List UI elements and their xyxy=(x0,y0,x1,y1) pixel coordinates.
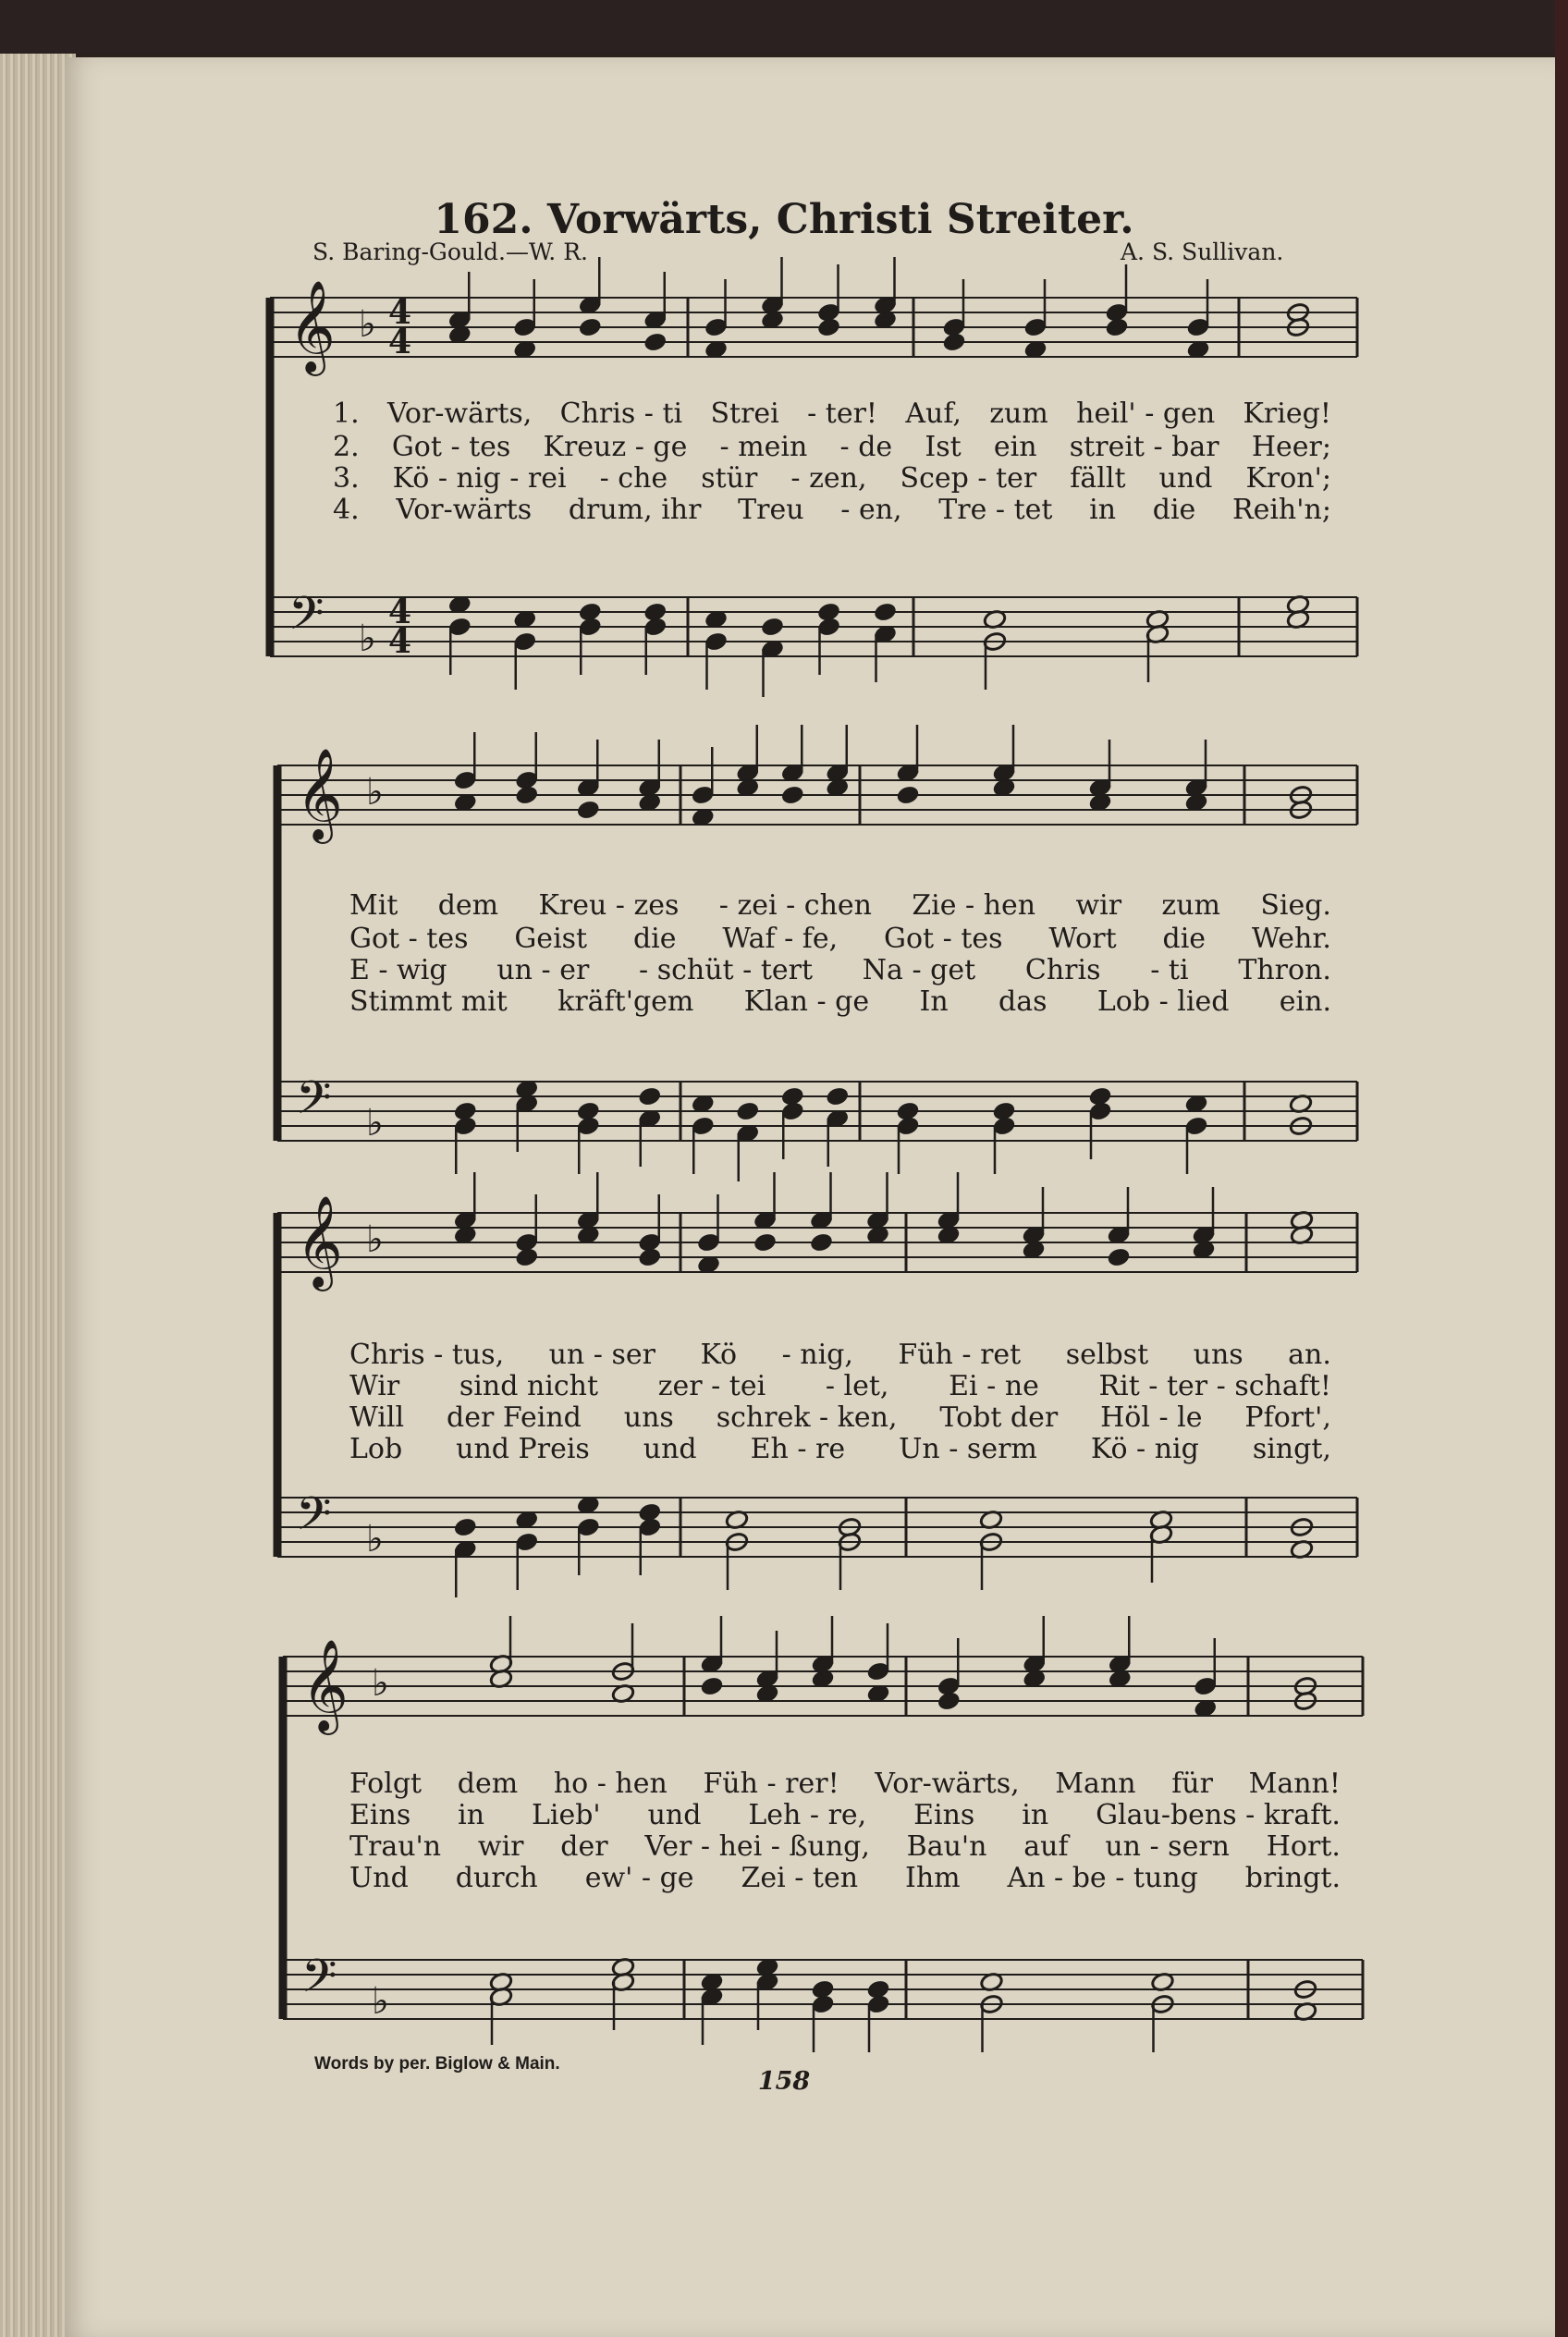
treble-clef: 𝄞 xyxy=(296,1195,343,1288)
lyric-syllable: - en, xyxy=(840,494,902,526)
lyric-syllable: die xyxy=(1152,494,1196,526)
lyric-syllable: - mein xyxy=(719,431,808,463)
lyric-syllable: und Preis xyxy=(456,1433,590,1465)
flat-sign: ♭ xyxy=(359,303,376,346)
treble-clef: 𝄞 xyxy=(296,748,343,840)
lyric-syllable: die xyxy=(632,923,677,955)
lyric-line xyxy=(333,398,1331,430)
lyric-syllable: Eh - re xyxy=(750,1433,846,1465)
lyric-syllable: Vor-wärts xyxy=(396,494,533,526)
lyric-syllable: Ihm xyxy=(904,1862,961,1894)
lyric-syllable: Eins xyxy=(349,1799,411,1831)
lyric-syllable: ew' - ge xyxy=(584,1862,694,1894)
flat-sign: ♭ xyxy=(366,1102,384,1144)
lyric-syllable: - zei - chen xyxy=(718,889,872,922)
lyricist-credit: S. Baring-Gould.—W. R. xyxy=(312,239,588,265)
note-head xyxy=(515,785,539,806)
time-signature: 4 xyxy=(388,323,412,361)
treble-clef: 𝄞 xyxy=(288,280,336,373)
flat-sign: ♭ xyxy=(366,1218,384,1261)
lyric-syllable: Scep - ter xyxy=(900,462,1037,495)
lyric-syllable: Got - tes xyxy=(884,923,1003,955)
lyric-syllable: der xyxy=(560,1830,608,1863)
note-head xyxy=(515,1247,539,1268)
lyric-syllable: Stimmt mit xyxy=(349,985,508,1018)
lyric-syllable: un - ser xyxy=(548,1339,655,1371)
lyric-syllable: Got - tes xyxy=(391,431,511,463)
flat-sign: ♭ xyxy=(366,1518,384,1560)
lyric-syllable: Höl - le xyxy=(1100,1401,1203,1434)
note-head xyxy=(896,785,920,806)
note-head xyxy=(643,332,668,353)
flat-sign: ♭ xyxy=(372,1980,389,2023)
lyric-syllable: An - be - tung xyxy=(1007,1862,1198,1894)
lyric-syllable: Zie - hen xyxy=(912,889,1036,922)
lyric-syllable: selbst xyxy=(1065,1339,1149,1371)
lyric-syllable: Lob xyxy=(349,1433,403,1465)
copyright-credit: Words by per. Biglow & Main. xyxy=(314,2054,560,2074)
note-head xyxy=(809,1232,833,1254)
lyric-syllable: - de xyxy=(839,431,893,463)
lyric-syllable: Waf - fe, xyxy=(722,923,839,955)
lyric-syllable: wir xyxy=(1075,889,1122,922)
note-head xyxy=(576,800,600,821)
lyric-syllable: Füh - ret xyxy=(898,1339,1022,1371)
lyric-syllable: Chris xyxy=(1024,954,1101,986)
note-head xyxy=(780,785,804,806)
lyric-syllable: Kö xyxy=(700,1339,738,1371)
lyric-syllable: bringt. xyxy=(1244,1862,1341,1894)
lyric-syllable: dem xyxy=(457,1768,519,1800)
lyric-syllable: Hort. xyxy=(1266,1830,1341,1863)
lyric-syllable: Heer; xyxy=(1251,431,1331,463)
lyric-line xyxy=(349,923,1331,955)
lyric-syllable: Eins xyxy=(913,1799,975,1831)
lyric-line xyxy=(349,1799,1341,1831)
note-head xyxy=(1105,317,1129,338)
lyric-syllable: Füh - rer! xyxy=(703,1768,839,1800)
lyric-syllable: Wir xyxy=(349,1370,400,1402)
lyric-syllable: Mann xyxy=(1055,1768,1136,1800)
lyric-syllable: Mit xyxy=(349,889,398,922)
lyric-syllable: Ei - ne xyxy=(949,1370,1039,1402)
lyric-syllable: - nig, xyxy=(781,1339,853,1371)
flat-sign: ♭ xyxy=(372,1662,389,1705)
flat-sign: ♭ xyxy=(359,618,376,660)
lyric-syllable: 1. xyxy=(333,398,360,430)
lyric-syllable: Mann! xyxy=(1248,1768,1341,1800)
lyric-line xyxy=(349,1370,1331,1402)
lyric-line xyxy=(349,1862,1341,1894)
lyric-syllable: streit - bar xyxy=(1069,431,1219,463)
hymn-title: 162. Vorwärts, Christi Streiter. xyxy=(434,196,1134,243)
lyric-syllable: und xyxy=(643,1433,697,1465)
bass-clef: 𝄢 xyxy=(301,1950,337,2014)
bass-clef: 𝄢 xyxy=(288,587,325,652)
note-head xyxy=(937,1691,961,1712)
lyric-syllable: singt, xyxy=(1252,1433,1331,1465)
time-signature: 4 xyxy=(388,593,412,631)
note-head xyxy=(736,1101,760,1122)
lyric-syllable: - ti xyxy=(1150,954,1189,986)
lyric-syllable: Zei - ten xyxy=(741,1862,859,1894)
lyric-syllable: Kreu - zes xyxy=(538,889,680,922)
lyric-syllable: zum xyxy=(1161,889,1220,922)
lyric-line xyxy=(349,1401,1331,1434)
flat-sign: ♭ xyxy=(366,771,384,814)
lyric-syllable: un - sern xyxy=(1105,1830,1230,1863)
lyric-syllable: Un - serm xyxy=(899,1433,1037,1465)
lyric-syllable: E - wig xyxy=(349,954,447,986)
lyric-syllable: Kö - nig - rei xyxy=(392,462,567,495)
lyric-syllable: Bau'n xyxy=(906,1830,987,1863)
lyric-syllable: an. xyxy=(1288,1339,1331,1371)
note-head xyxy=(942,332,966,353)
note-head xyxy=(1107,1247,1131,1268)
lyric-syllable: Krieg! xyxy=(1243,398,1331,430)
lyric-syllable: Chris - tus, xyxy=(349,1339,505,1371)
lyric-syllable: - ter! xyxy=(807,398,877,430)
lyric-syllable: Ist xyxy=(925,431,962,463)
lyric-syllable: Kö - nig xyxy=(1090,1433,1199,1465)
lyric-syllable: - che xyxy=(599,462,668,495)
lyric-syllable: ein xyxy=(993,431,1037,463)
lyric-syllable: Wehr. xyxy=(1251,923,1331,955)
lyric-syllable: 2. xyxy=(333,431,360,463)
lyric-syllable: ho - hen xyxy=(553,1768,668,1800)
lyric-syllable: Strei xyxy=(710,398,779,430)
lyric-syllable: Tre - tet xyxy=(938,494,1053,526)
lyric-syllable: Ver - hei - ßung, xyxy=(644,1830,870,1863)
lyric-syllable: Glau-bens - kraft. xyxy=(1096,1799,1341,1831)
lyric-syllable: Rit - ter - schaft! xyxy=(1098,1370,1331,1402)
lyric-syllable: Will xyxy=(349,1401,405,1434)
lyric-line xyxy=(333,431,1331,463)
lyric-syllable: das xyxy=(998,985,1047,1018)
lyric-line xyxy=(349,1339,1331,1371)
lyric-line xyxy=(349,1433,1331,1465)
lyric-syllable: auf xyxy=(1023,1830,1069,1863)
lyric-syllable: in xyxy=(1022,1799,1049,1831)
lyric-syllable: wir xyxy=(477,1830,524,1863)
lyric-syllable: Vor-wärts, xyxy=(875,1768,1020,1800)
lyric-syllable: in xyxy=(1089,494,1117,526)
treble-clef: 𝄞 xyxy=(301,1639,349,1731)
lyric-syllable: Trau'n xyxy=(349,1830,442,1863)
lyric-syllable: Tobt der xyxy=(939,1401,1059,1434)
lyric-syllable: dem xyxy=(437,889,499,922)
lyric-line xyxy=(349,889,1331,922)
lyric-line xyxy=(349,1830,1341,1863)
note-head xyxy=(638,1086,662,1107)
lyric-syllable: Chris - ti xyxy=(559,398,683,430)
lyric-syllable: der Feind xyxy=(446,1401,582,1434)
lyric-syllable: Got - tes xyxy=(349,923,469,955)
lyric-syllable: Thron. xyxy=(1238,954,1331,986)
lyric-syllable: zum xyxy=(989,398,1048,430)
lyric-syllable: in xyxy=(458,1799,485,1831)
lyric-syllable: 4. xyxy=(333,494,360,526)
note-head xyxy=(638,1247,662,1268)
page-number: 158 xyxy=(757,2067,811,2096)
note-head xyxy=(700,1676,724,1697)
bass-clef: 𝄢 xyxy=(296,1071,332,1136)
lyric-syllable: fällt xyxy=(1070,462,1126,495)
lyric-syllable: Kreuz - ge xyxy=(543,431,688,463)
lyric-syllable: - let, xyxy=(825,1370,889,1402)
lyric-line xyxy=(349,954,1331,986)
lyric-line xyxy=(349,1768,1341,1800)
lyric-syllable: Auf, xyxy=(905,398,962,430)
lyric-syllable: uns xyxy=(1193,1339,1243,1371)
lyric-syllable: 3. xyxy=(333,462,360,495)
note-head xyxy=(760,617,784,638)
lyric-syllable: durch xyxy=(455,1862,538,1894)
lyric-syllable: In xyxy=(919,985,949,1018)
note-head xyxy=(578,317,602,338)
time-signature: 4 xyxy=(388,622,412,661)
lyric-syllable: Geist xyxy=(514,923,588,955)
lyric-syllable: sind nicht xyxy=(459,1370,599,1402)
lyric-syllable: un - er xyxy=(496,954,590,986)
lyric-line xyxy=(333,494,1331,526)
lyric-syllable: Klan - ge xyxy=(743,985,870,1018)
note-head xyxy=(453,1517,477,1538)
lyric-line xyxy=(333,462,1331,495)
lyric-syllable: stür xyxy=(701,462,758,495)
lyric-syllable: Na - get xyxy=(862,954,976,986)
lyric-syllable: uns xyxy=(623,1401,674,1434)
lyric-syllable: ein. xyxy=(1279,985,1331,1018)
note-head xyxy=(753,1232,777,1254)
lyric-syllable: Folgt xyxy=(349,1768,423,1800)
lyric-syllable: Und xyxy=(349,1862,409,1894)
lyric-syllable: schrek - ken, xyxy=(716,1401,898,1434)
lyric-syllable: - schüt - tert xyxy=(639,954,814,986)
lyric-syllable: Vor-wärts, xyxy=(386,398,533,430)
lyric-syllable: Treu xyxy=(738,494,804,526)
lyric-syllable: Sieg. xyxy=(1260,889,1331,922)
lyric-syllable: Kron'; xyxy=(1245,462,1331,495)
lyric-syllable: heil' - gen xyxy=(1076,398,1216,430)
note-head xyxy=(873,602,897,623)
lyric-syllable: die xyxy=(1162,923,1207,955)
lyric-syllable: Reih'n; xyxy=(1232,494,1331,526)
lyric-syllable: kräft'gem xyxy=(557,985,694,1018)
lyric-line xyxy=(349,985,1331,1018)
composer-credit: A. S. Sullivan. xyxy=(1121,239,1284,265)
note-head xyxy=(816,317,840,338)
lyric-syllable: Leh - re, xyxy=(748,1799,867,1831)
lyric-syllable: drum, ihr xyxy=(568,494,702,526)
lyric-syllable: Lieb' xyxy=(531,1799,601,1831)
lyric-syllable: und xyxy=(647,1799,702,1831)
lyric-syllable: Pfort', xyxy=(1244,1401,1331,1434)
lyric-syllable: zer - tei xyxy=(657,1370,766,1402)
lyric-syllable: und xyxy=(1158,462,1213,495)
lyric-syllable: für xyxy=(1171,1768,1213,1800)
lyric-syllable: Lob - lied xyxy=(1096,985,1230,1018)
bass-clef: 𝄢 xyxy=(296,1487,332,1552)
note-head xyxy=(826,1086,850,1107)
lyric-syllable: - zen, xyxy=(790,462,867,495)
time-signature: 4 xyxy=(388,293,412,332)
lyric-syllable: Wort xyxy=(1048,923,1117,955)
